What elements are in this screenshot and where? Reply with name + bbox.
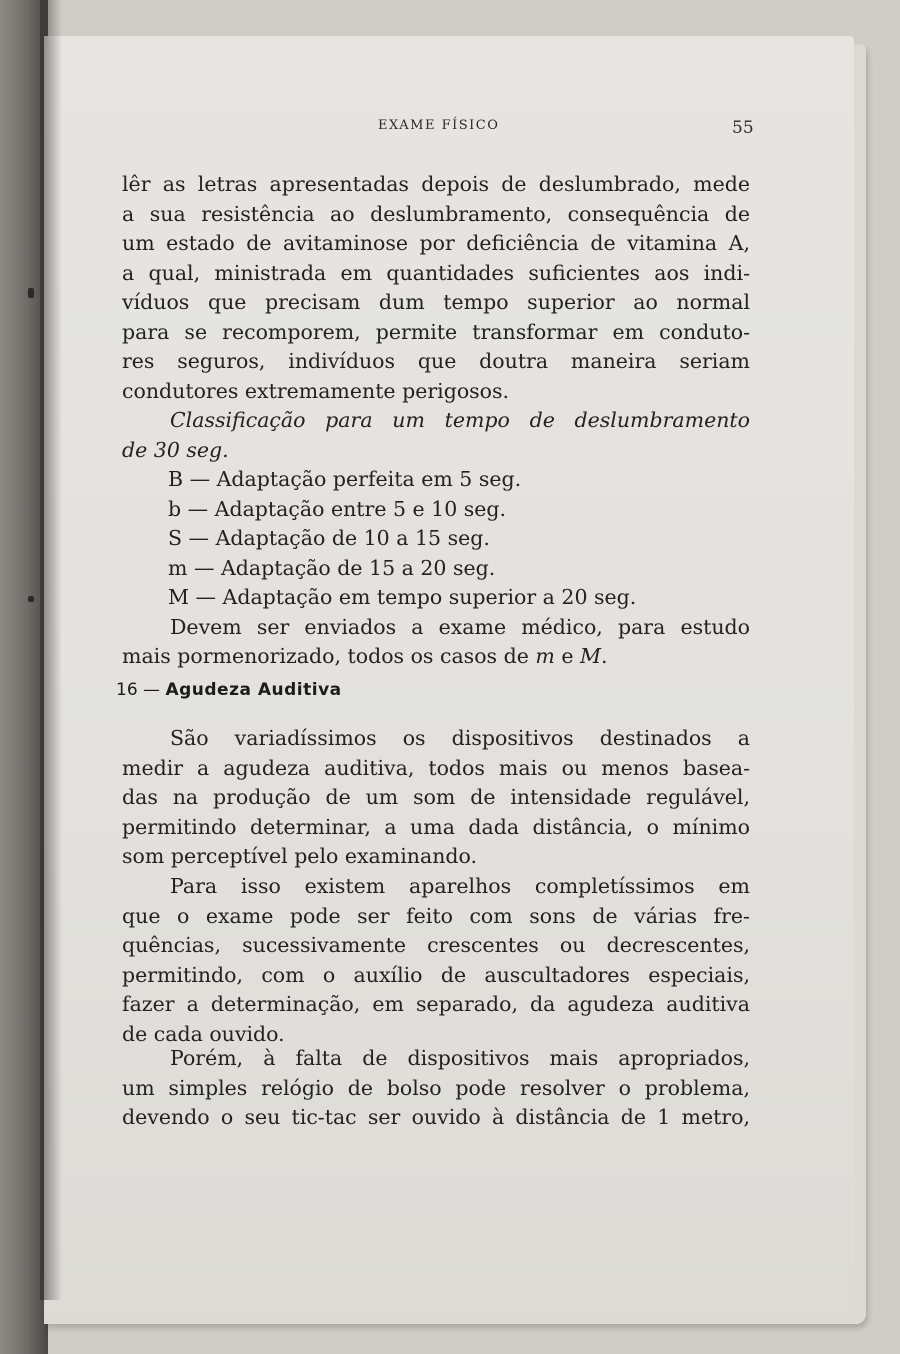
margin-mark bbox=[28, 596, 34, 602]
section-number: 16 — bbox=[116, 680, 166, 700]
text-line: Devem ser enviados a exame médico, para estudo bbox=[170, 614, 750, 639]
text-line: que o exame pode ser feito com sons de várias fre- bbox=[122, 903, 750, 928]
classification-item: S — Adaptação de 10 a 15 seg. bbox=[168, 526, 490, 550]
text-line: medir a agudeza auditiva, todos mais ou menos basea- bbox=[122, 755, 750, 780]
text-line: a sua resistência ao deslumbramento, consequência de bbox=[122, 201, 750, 226]
text-line: fazer a determinação, em separado, da agudeza auditiva bbox=[122, 992, 750, 1016]
classification-block bbox=[122, 406, 750, 672]
classification-item: b — Adaptação entre 5 e 10 seg. bbox=[168, 496, 507, 521]
note-and: e bbox=[554, 644, 580, 668]
text-line: permitindo determinar, a uma dada distância, o mínimo bbox=[122, 814, 750, 839]
note-end: . bbox=[600, 644, 608, 668]
text-line: São variadíssimos os dispositivos destinados a bbox=[170, 726, 750, 750]
text-line: res seguros, indivíduos que doutra maneira seriam bbox=[122, 349, 750, 373]
classification-item: m — Adaptação de 15 a 20 seg. bbox=[168, 555, 496, 580]
paragraph-agudeza-3 bbox=[122, 1044, 750, 1133]
classification-item: M — Adaptação em tempo superior a 20 seg. bbox=[168, 585, 637, 609]
text-line: víduos que precisam dum tempo superior ao normal bbox=[122, 290, 750, 314]
section-heading bbox=[116, 680, 342, 700]
text-line: devendo o seu tic-tac ser ouvido à distância de 1 metro, bbox=[122, 1105, 750, 1129]
note-m-upper: M bbox=[579, 644, 601, 668]
text-line: das na produção de um som de intensidade regulável, bbox=[122, 785, 750, 809]
classification-item: B — Adaptação perfeita em 5 seg. bbox=[168, 467, 522, 491]
text-line: lêr as letras apresentadas depois de deslumbrado, mede bbox=[122, 172, 750, 196]
page-number: 55 bbox=[732, 118, 754, 138]
text-line: de cada ouvido. bbox=[122, 1021, 285, 1046]
paragraph-agudeza-1 bbox=[122, 724, 750, 872]
text-line: som perceptível pelo examinando. bbox=[122, 844, 478, 868]
text-line: condutores extremamente perigosos. bbox=[122, 378, 510, 403]
text-line: um estado de avitaminose por deficiência de vitamina A, bbox=[122, 231, 750, 255]
text-line: para se recomporem, permite transformar em conduto- bbox=[122, 319, 750, 344]
text-line: a qual, ministrada em quantidades suficientes aos indi- bbox=[122, 260, 750, 285]
text-line: um simples relógio de bolso pode resolver o problema, bbox=[122, 1075, 750, 1100]
spine-shadow bbox=[40, 0, 62, 1300]
note-m-lower: m bbox=[535, 644, 555, 668]
margin-mark bbox=[28, 288, 34, 298]
text-line: Para isso existem aparelhos completíssimos em bbox=[170, 874, 750, 898]
text-line: permitindo, com o auxílio de auscultadores especiais, bbox=[122, 962, 750, 987]
paragraph-deslumbramento bbox=[122, 170, 750, 406]
paragraph-agudeza-2 bbox=[122, 872, 750, 1049]
text-line: quências, sucessivamente crescentes ou decrescentes, bbox=[122, 933, 750, 957]
classification-title-cont: de 30 seg. bbox=[122, 437, 229, 462]
running-head: EXAME FÍSICO bbox=[378, 118, 500, 133]
text-line bbox=[122, 642, 750, 672]
note-text: mais pormenorizado, todos os casos de bbox=[122, 644, 536, 668]
text-line: Porém, à falta de dispositivos mais apropriados, bbox=[170, 1046, 750, 1070]
section-title: Agudeza Auditiva bbox=[165, 680, 342, 700]
classification-title: Classificação para um tempo de deslumbramento bbox=[170, 408, 750, 432]
